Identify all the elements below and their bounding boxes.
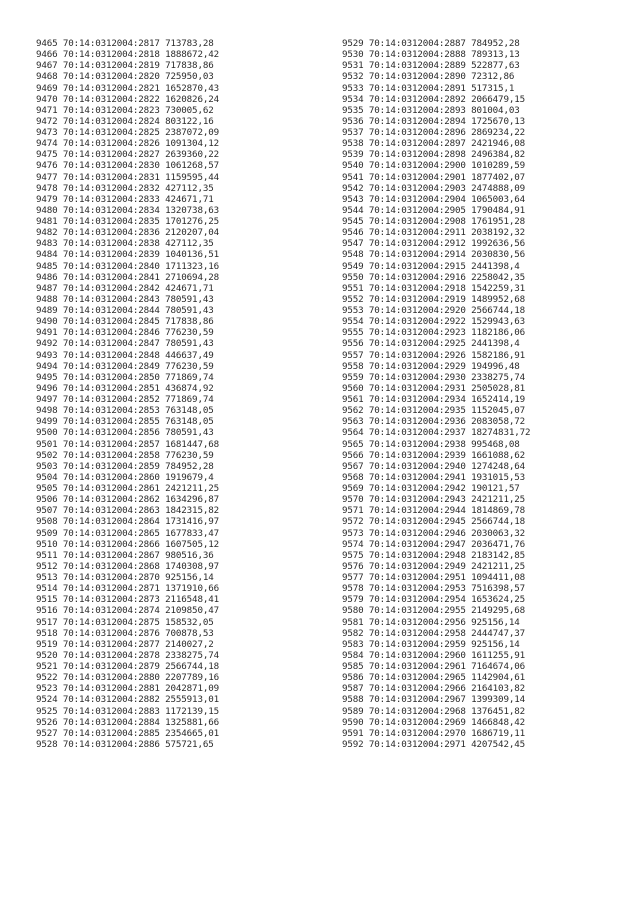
- left-column: [36, 38, 219, 750]
- table-row: 9542 70:14:0312004:2903 2474888,09: [342, 182, 525, 194]
- table-row: 9550 70:14:0312004:2916 2258042,35: [342, 271, 525, 283]
- table-row: 9549 70:14:0312004:2915 2441398,4: [342, 260, 520, 272]
- table-row: 9535 70:14:0312004:2893 801004,03: [342, 104, 520, 116]
- table-row: 9496 70:14:0312004:2851 436874,92: [36, 382, 214, 394]
- right-column: [342, 38, 530, 750]
- table-row: 9508 70:14:0312004:2864 1731416,97: [36, 516, 219, 528]
- table-row: 9590 70:14:0312004:2969 1466848,42: [342, 716, 525, 728]
- table-row: 9561 70:14:0312004:2934 1652414,19: [342, 394, 525, 405]
- table-row: 9534 70:14:0312004:2892 2066479,15: [342, 93, 525, 105]
- table-row: 9583 70:14:0312004:2959 925156,14: [342, 638, 520, 650]
- table-row: 9525 70:14:0312004:2883 1172139,15: [36, 705, 219, 717]
- table-row: 9512 70:14:0312004:2868 1740308,97: [36, 560, 219, 572]
- table-row: 9574 70:14:0312004:2947 2036471,76: [342, 538, 525, 550]
- table-row: 9541 70:14:0312004:2901 1877402,07: [342, 171, 525, 183]
- table-row: 9571 70:14:0312004:2944 1814869,78: [342, 505, 525, 517]
- table-row: 9489 70:14:0312004:2844 780591,43: [36, 305, 214, 316]
- table-row: 9585 70:14:0312004:2961 7164674,06: [342, 661, 525, 672]
- table-row: 9509 70:14:0312004:2865 1677833,47: [36, 527, 219, 539]
- table-row: 9532 70:14:0312004:2890 72312,86: [342, 71, 515, 83]
- table-row: 9482 70:14:0312004:2836 2120207,04: [36, 227, 219, 239]
- table-row: 9471 70:14:0312004:2823 730005,62: [36, 104, 214, 116]
- table-row: 9586 70:14:0312004:2965 1142904,61: [342, 672, 525, 684]
- table-row: 9562 70:14:0312004:2935 1152045,07: [342, 405, 525, 417]
- table-row: 9576 70:14:0312004:2949 2421211,25: [342, 560, 525, 572]
- table-row: 9511 70:14:0312004:2867 980516,36: [36, 549, 214, 561]
- table-row: 9570 70:14:0312004:2943 2421211,25: [342, 494, 525, 506]
- table-row: 9490 70:14:0312004:2845 717838,86: [36, 316, 214, 328]
- table-row: 9503 70:14:0312004:2859 784952,28: [36, 460, 214, 472]
- table-row: 9533 70:14:0312004:2891 517315,1: [342, 82, 515, 94]
- table-row: 9579 70:14:0312004:2954 1653624,25: [342, 594, 525, 606]
- table-row: 9545 70:14:0312004:2908 1761951,28: [342, 216, 525, 227]
- table-row: 9555 70:14:0312004:2923 1182186,06: [342, 327, 525, 339]
- table-row: 9554 70:14:0312004:2922 1529943,63: [342, 316, 525, 328]
- table-row: 9473 70:14:0312004:2825 2387072,09: [36, 127, 219, 138]
- table-row: 9531 70:14:0312004:2889 522877,63: [342, 60, 520, 72]
- table-row: 9569 70:14:0312004:2942 190121,57: [342, 483, 520, 494]
- table-row: 9481 70:14:0312004:2835 1701276,25: [36, 216, 219, 227]
- table-row: 9465 70:14:0312004:2817 713783,28: [36, 38, 214, 49]
- table-row: 9548 70:14:0312004:2914 2030830,56: [342, 249, 525, 261]
- table-row: 9553 70:14:0312004:2920 2566744,18: [342, 305, 525, 316]
- table-row: 9495 70:14:0312004:2850 771869,74: [36, 371, 214, 383]
- table-row: 9505 70:14:0312004:2861 2421211,25: [36, 483, 219, 494]
- table-row: 9584 70:14:0312004:2960 1611255,91: [342, 649, 525, 661]
- table-row: 9563 70:14:0312004:2936 2083058,72: [342, 416, 525, 428]
- table-row: 9581 70:14:0312004:2956 925156,14: [342, 616, 520, 628]
- table-row: 9474 70:14:0312004:2826 1091304,12: [36, 138, 219, 150]
- table-row: 9480 70:14:0312004:2834 1320738,63: [36, 204, 219, 216]
- table-row: 9523 70:14:0312004:2881 2042871,09: [36, 683, 219, 695]
- table-row: 9500 70:14:0312004:2856 780591,43: [36, 427, 214, 439]
- table-row: 9591 70:14:0312004:2970 1686719,11: [342, 727, 525, 739]
- table-row: 9492 70:14:0312004:2847 780591,43: [36, 338, 214, 350]
- table-row: 9564 70:14:0312004:2937 18274831,72: [342, 427, 531, 439]
- table-row: 9517 70:14:0312004:2875 158532,05: [36, 616, 214, 628]
- table-row: 9475 70:14:0312004:2827 2639360,22: [36, 149, 219, 161]
- table-row: 9506 70:14:0312004:2862 1634296,87: [36, 494, 219, 506]
- table-row: 9572 70:14:0312004:2945 2566744,18: [342, 516, 525, 528]
- table-row: 9484 70:14:0312004:2839 1040136,51: [36, 249, 219, 261]
- table-row: 9466 70:14:0312004:2818 1888672,42: [36, 49, 219, 61]
- table-row: 9539 70:14:0312004:2898 2496384,82: [342, 149, 525, 161]
- table-row: 9514 70:14:0312004:2871 1371910,66: [36, 583, 219, 595]
- table-row: 9477 70:14:0312004:2831 1159595,44: [36, 171, 219, 183]
- table-row: 9566 70:14:0312004:2939 1661088,62: [342, 449, 525, 461]
- table-row: 9521 70:14:0312004:2879 2566744,18: [36, 661, 219, 672]
- table-row: 9467 70:14:0312004:2819 717838,86: [36, 60, 214, 72]
- table-row: 9522 70:14:0312004:2880 2207789,16: [36, 672, 219, 684]
- table-row: 9469 70:14:0312004:2821 1652870,43: [36, 82, 219, 94]
- table-row: 9537 70:14:0312004:2896 2869234,22: [342, 127, 525, 138]
- table-row: 9552 70:14:0312004:2919 1489952,68: [342, 293, 525, 305]
- table-row: 9488 70:14:0312004:2843 780591,43: [36, 293, 214, 305]
- table-row: 9540 70:14:0312004:2900 1010289,59: [342, 160, 525, 172]
- table-row: 9528 70:14:0312004:2886 575721,65: [36, 738, 214, 750]
- table-row: 9536 70:14:0312004:2894 1725670,13: [342, 115, 525, 127]
- table-row: 9510 70:14:0312004:2866 1607505,12: [36, 538, 219, 550]
- table-row: 9567 70:14:0312004:2940 1274248,64: [342, 460, 525, 472]
- table-row: 9568 70:14:0312004:2941 1931015,53: [342, 471, 525, 483]
- table-row: 9559 70:14:0312004:2930 2338275,74: [342, 371, 525, 383]
- table-row: 9560 70:14:0312004:2931 2505028,81: [342, 382, 525, 394]
- table-row: 9483 70:14:0312004:2838 427112,35: [36, 238, 214, 250]
- table-row: 9592 70:14:0312004:2971 4207542,45: [342, 738, 525, 750]
- table-row: 9530 70:14:0312004:2888 789313,13: [342, 49, 520, 61]
- table-row: 9493 70:14:0312004:2848 446637,49: [36, 349, 214, 361]
- table-row: 9491 70:14:0312004:2846 776230,59: [36, 327, 214, 339]
- table-row: 9485 70:14:0312004:2840 1711323,16: [36, 260, 219, 272]
- table-row: 9479 70:14:0312004:2833 424671,71: [36, 193, 214, 205]
- table-row: 9556 70:14:0312004:2925 2441398,4: [342, 338, 520, 350]
- table-row: 9494 70:14:0312004:2849 776230,59: [36, 360, 214, 372]
- table-row: 9515 70:14:0312004:2873 2116548,41: [36, 594, 219, 606]
- table-row: 9516 70:14:0312004:2874 2109850,47: [36, 605, 219, 617]
- table-row: 9529 70:14:0312004:2887 784952,28: [342, 38, 520, 49]
- table-row: 9497 70:14:0312004:2852 771869,74: [36, 394, 214, 405]
- table-row: 9504 70:14:0312004:2860 1919679,4: [36, 471, 214, 483]
- table-row: 9501 70:14:0312004:2857 1681447,68: [36, 438, 219, 450]
- table-row: 9544 70:14:0312004:2905 1790484,91: [342, 204, 525, 216]
- table-row: 9502 70:14:0312004:2858 776230,59: [36, 449, 214, 461]
- table-row: 9520 70:14:0312004:2878 2338275,74: [36, 649, 219, 661]
- table-row: 9513 70:14:0312004:2870 925156,14: [36, 572, 214, 583]
- table-row: 9486 70:14:0312004:2841 2710694,28: [36, 271, 219, 283]
- table-row: 9577 70:14:0312004:2951 1094411,08: [342, 572, 525, 583]
- table-row: 9527 70:14:0312004:2885 2354665,01: [36, 727, 219, 739]
- table-row: 9588 70:14:0312004:2967 1399309,14: [342, 694, 525, 706]
- table-row: 9543 70:14:0312004:2904 1065003,64: [342, 193, 525, 205]
- table-row: 9565 70:14:0312004:2938 995468,08: [342, 438, 520, 450]
- table-row: 9524 70:14:0312004:2882 2555913,01: [36, 694, 219, 706]
- table-row: 9507 70:14:0312004:2863 1842315,82: [36, 505, 219, 517]
- table-row: 9487 70:14:0312004:2842 424671,71: [36, 282, 214, 294]
- table-row: 9575 70:14:0312004:2948 2183142,85: [342, 549, 525, 561]
- table-row: 9582 70:14:0312004:2958 2444747,37: [342, 627, 525, 639]
- table-row: 9470 70:14:0312004:2822 1620826,24: [36, 93, 219, 105]
- table-row: 9580 70:14:0312004:2955 2149295,68: [342, 605, 525, 617]
- table-row: 9472 70:14:0312004:2824 803122,16: [36, 115, 214, 127]
- table-row: 9547 70:14:0312004:2912 1992636,56: [342, 238, 525, 250]
- table-row: 9546 70:14:0312004:2911 2038192,32: [342, 227, 525, 239]
- table-row: 9538 70:14:0312004:2897 2421946,08: [342, 138, 525, 150]
- table-row: 9587 70:14:0312004:2966 2164103,82: [342, 683, 525, 695]
- table-row: 9551 70:14:0312004:2918 1542259,31: [342, 282, 525, 294]
- table-row: 9557 70:14:0312004:2926 1582186,91: [342, 349, 525, 361]
- table-row: 9478 70:14:0312004:2832 427112,35: [36, 182, 214, 194]
- table-row: 9578 70:14:0312004:2953 7516398,57: [342, 583, 525, 595]
- table-row: 9558 70:14:0312004:2929 194996,48: [342, 360, 520, 372]
- table-row: 9589 70:14:0312004:2968 1376451,82: [342, 705, 525, 717]
- table-row: 9518 70:14:0312004:2876 700878,53: [36, 627, 214, 639]
- table-row: 9526 70:14:0312004:2884 1325881,66: [36, 716, 219, 728]
- table-row: 9468 70:14:0312004:2820 725950,03: [36, 71, 214, 83]
- table-row: 9498 70:14:0312004:2853 763148,05: [36, 405, 214, 417]
- table-row: 9476 70:14:0312004:2830 1061268,57: [36, 160, 219, 172]
- table-row: 9499 70:14:0312004:2855 763148,05: [36, 416, 214, 428]
- table-row: 9519 70:14:0312004:2877 2140027,2: [36, 638, 214, 650]
- table-row: 9573 70:14:0312004:2946 2030063,32: [342, 527, 525, 539]
